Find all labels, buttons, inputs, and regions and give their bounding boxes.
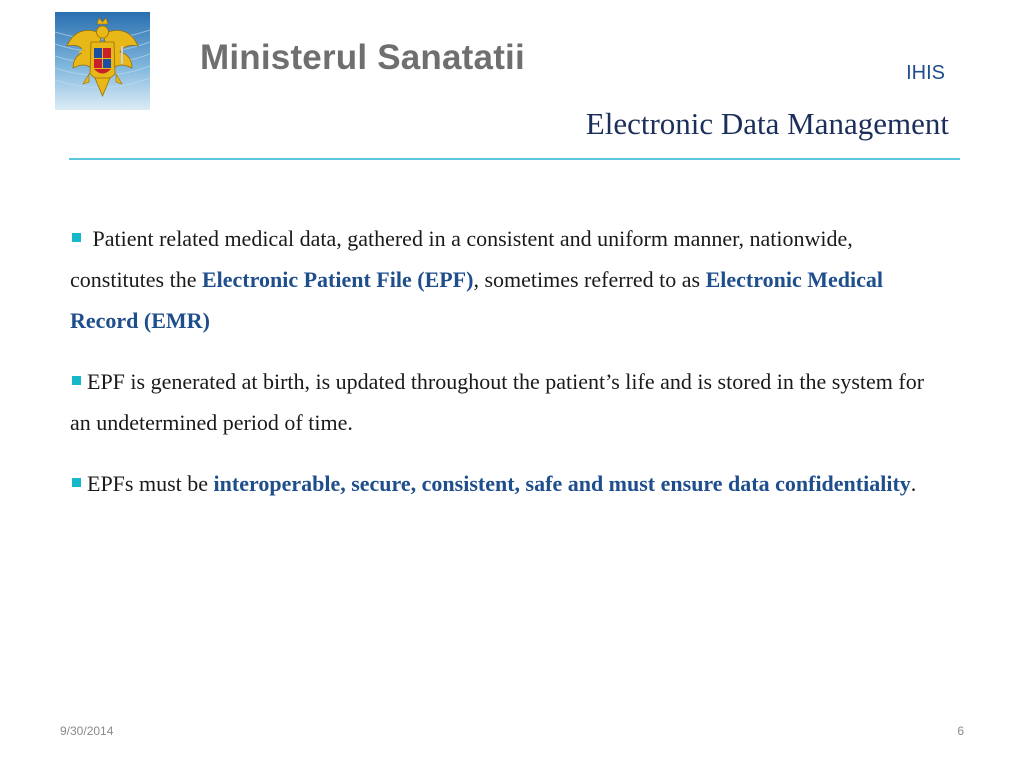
- page-number: 6: [957, 724, 964, 738]
- romanian-coat-of-arms-icon: [55, 12, 150, 110]
- bullet-text: EPF is generated at birth, is updated throughout the patient’s life and is stored in the system for an undetermined period of time.: [70, 369, 925, 435]
- bullet-emphasis: interoperable, secure, consistent, safe and must ensure data confidentiality: [213, 471, 911, 496]
- bullet-emphasis: Electronic Patient File (EPF): [201, 267, 474, 292]
- bullet-emphasis: Electronic Medical Record (EMR): [70, 267, 883, 333]
- bullet-text: EPFs must be: [87, 471, 214, 496]
- header-tag: IHIS: [906, 62, 945, 84]
- bullet-item-epf-lifecycle: [70, 361, 950, 443]
- bullet-text: Patient related medical data, gathered in a consistent and uniform manner, nationwide, constitutes the: [70, 226, 853, 292]
- bullet-item-epf-requirements: [70, 463, 950, 504]
- ministry-title: Ministerul Sanatatii: [200, 38, 525, 77]
- bullet-text: .: [910, 471, 917, 496]
- slide-title: Electronic Data Management: [585, 106, 949, 141]
- square-bullet-icon: [72, 376, 81, 385]
- slide-body: [70, 218, 950, 524]
- title-divider: [69, 158, 960, 160]
- bullet-item-epf-definition: [70, 218, 950, 341]
- square-bullet-icon: [72, 478, 81, 487]
- bullet-text: , sometimes referred to as: [473, 267, 706, 292]
- square-bullet-icon: [72, 233, 81, 242]
- footer-date: 9/30/2014: [60, 724, 114, 738]
